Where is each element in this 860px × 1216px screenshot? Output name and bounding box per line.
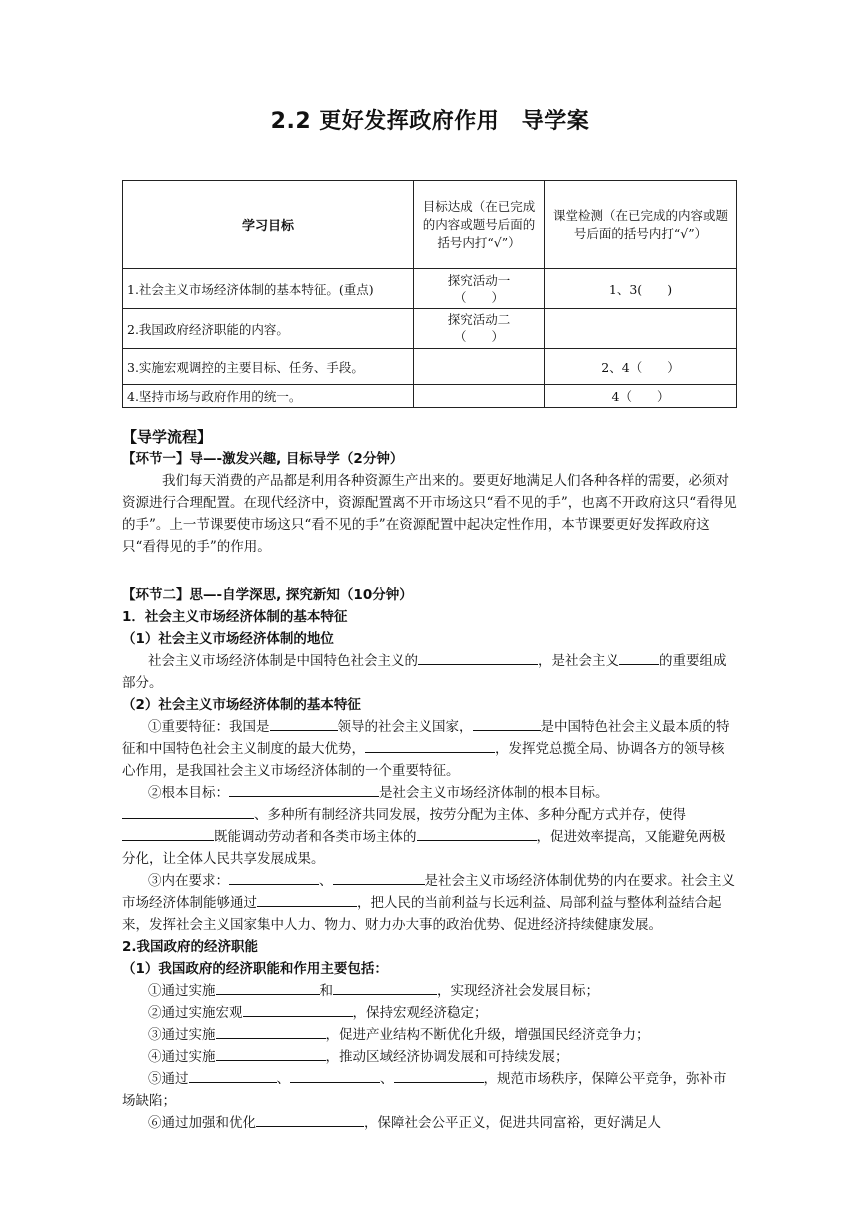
text: 是社会主义市场经济体制优势的内在要求。社会主义市场经济体制能够通过 <box>122 873 735 911</box>
subheading-1-2: （2）社会主义市场经济体制的基本特征 <box>122 697 361 713</box>
text: ，规范市场秩序，保障公平竞争，弥补市场缺陷； <box>122 1071 727 1109</box>
blank-field[interactable] <box>122 804 254 819</box>
blank-field[interactable] <box>290 1068 380 1083</box>
flow-section <box>122 426 737 558</box>
goal-cell: 1.社会主义市场经济体制的基本特征。(重点) <box>123 269 414 309</box>
text: ，促进效率提高，又能避免两极分化，让全体人民共享发展成果。 <box>122 829 726 867</box>
text: 和 <box>319 983 333 999</box>
table-row <box>123 309 737 349</box>
blank-field[interactable] <box>243 1002 353 1017</box>
target-cell <box>414 349 545 385</box>
blank-field[interactable] <box>229 782 379 797</box>
target-cell: 探究活动一 （ ） <box>414 269 545 309</box>
text: 、 <box>276 1071 290 1087</box>
text: ，保障社会公平正义，促进共同富裕，更好满足人 <box>364 1115 661 1131</box>
subheading-2-1: （1）我国政府的经济职能和作用主要包括： <box>122 961 388 977</box>
paragraph-feature-2 <box>122 782 737 870</box>
header-target: 目标达成（在已完成的内容或题号后面的括号内打“√”） <box>414 181 545 269</box>
blank-field[interactable] <box>473 716 541 731</box>
step1-heading: 【环节一】导—-激发兴趣, 目标导学（2分钟） <box>122 451 404 467</box>
blank-field[interactable] <box>257 892 357 907</box>
goals-table <box>122 180 737 408</box>
page-title: 2.2 更好发挥政府作用 导学案 <box>270 109 590 134</box>
subheading-1: 1．社会主义市场经济体制的基本特征 <box>122 609 348 625</box>
step2-section <box>122 584 737 1134</box>
blank-field[interactable] <box>216 980 320 995</box>
test-cell: 4（ ） <box>545 385 737 408</box>
test-cell: 2、4（ ） <box>545 349 737 385</box>
text: ，发挥党总揽全局、协调各方的领导核心作用，是我国社会主义市场经济体制的一个重要特征。 <box>122 741 725 779</box>
text: 是社会主义市场经济体制的根本目标。 <box>379 785 609 801</box>
text: 既能调动劳动者和各类市场主体的 <box>214 829 417 845</box>
table-row <box>123 269 737 309</box>
blank-field[interactable] <box>333 870 425 885</box>
table-row <box>123 385 737 408</box>
text: 的重要组成部分。 <box>122 653 727 691</box>
blank-field[interactable] <box>270 716 338 731</box>
subheading-2: 2.我国政府的经济职能 <box>122 939 259 955</box>
paragraph-position <box>122 650 737 694</box>
text: 、多种所有制经济共同发展，按劳分配为主体、多种分配方式并存，使得 <box>254 807 686 823</box>
blank-field[interactable] <box>417 826 537 841</box>
text: 是中国特色社会主义最本质的特征和中国特色社会主义制度的最大优势， <box>122 719 730 757</box>
text: ③通过实施 <box>148 1027 216 1043</box>
blank-field[interactable] <box>229 870 319 885</box>
blank-field[interactable] <box>365 738 495 753</box>
blank-field[interactable] <box>619 650 659 665</box>
blank-field[interactable] <box>418 650 538 665</box>
text: ②通过实施宏观 <box>148 1005 243 1021</box>
text: ⑤通过 <box>148 1071 189 1087</box>
test-cell <box>545 309 737 349</box>
flow-heading: 【导学流程】 <box>122 428 213 446</box>
text: ③内在要求： <box>148 873 229 889</box>
text: ，实现经济社会发展目标； <box>437 983 599 999</box>
blank-field[interactable] <box>333 980 437 995</box>
blank-field[interactable] <box>216 1046 326 1061</box>
text: ，保持宏观经济稳定； <box>352 1005 488 1021</box>
text: 领导的社会主义国家， <box>337 719 473 735</box>
goal-cell: 3.实施宏观调控的主要目标、任务、手段。 <box>123 349 414 385</box>
text: 、 <box>380 1071 394 1087</box>
step2-heading: 【环节二】思—-自学深思, 探究新知（10分钟） <box>122 587 413 603</box>
goal-cell: 4.坚持市场与政府作用的统一。 <box>123 385 414 408</box>
text: ①重要特征：我国是 <box>148 719 270 735</box>
target-cell <box>414 385 545 408</box>
text: ，推动区域经济协调发展和可持续发展； <box>325 1049 569 1065</box>
text: ②根本目标： <box>148 785 229 801</box>
table-header-row <box>123 181 737 269</box>
text: 、 <box>319 873 333 889</box>
text: ，是社会主义 <box>538 653 619 669</box>
text: ，促进产业结构不断优化升级，增强国民经济竞争力； <box>325 1027 650 1043</box>
blank-field[interactable] <box>189 1068 277 1083</box>
blank-field[interactable] <box>216 1024 326 1039</box>
function-item-4 <box>122 1046 737 1068</box>
function-item-3 <box>122 1024 737 1046</box>
blank-field[interactable] <box>394 1068 484 1083</box>
test-cell: 1、3( ) <box>545 269 737 309</box>
table-row <box>123 349 737 385</box>
text: 社会主义市场经济体制是中国特色社会主义的 <box>148 653 418 669</box>
goal-cell: 2.我国政府经济职能的内容。 <box>123 309 414 349</box>
text: ⑥通过加强和优化 <box>148 1115 256 1131</box>
paragraph-feature-3 <box>122 870 737 936</box>
function-item-5 <box>122 1068 737 1112</box>
header-goal: 学习目标 <box>123 181 414 269</box>
header-test: 课堂检测（在已完成的内容或题号后面的括号内打“√”） <box>545 181 737 269</box>
function-item-2 <box>122 1002 737 1024</box>
subheading-1-1: （1）社会主义市场经济体制的地位 <box>122 631 334 647</box>
step1-text: 我们每天消费的产品都是利用各种资源生产出来的。要更好地满足人们各种各样的需要，必须对资源进行合理配置。在现代经济中，资源配置离不开市场这只“看不见的手”，也离不开政府这只“看得见的手”。上一节课要使市场这只“看不见的手”在资源配置中起决定性作用，本节课要更好发挥政府这只“看得见的手”的作用。 <box>122 473 737 555</box>
text: ④通过实施 <box>148 1049 216 1065</box>
function-item-6 <box>122 1112 737 1134</box>
blank-field[interactable] <box>256 1112 364 1127</box>
blank-field[interactable] <box>122 826 214 841</box>
text: ，把人民的当前利益与长远利益、局部利益与整体利益结合起来，发挥社会主义国家集中人力、物力、财力办大事的政治优势、促进经济持续健康发展。 <box>122 895 722 933</box>
target-cell: 探究活动二 （ ） <box>414 309 545 349</box>
function-item-1 <box>122 980 737 1002</box>
text: ①通过实施 <box>148 983 216 999</box>
paragraph-feature-1 <box>122 716 737 782</box>
